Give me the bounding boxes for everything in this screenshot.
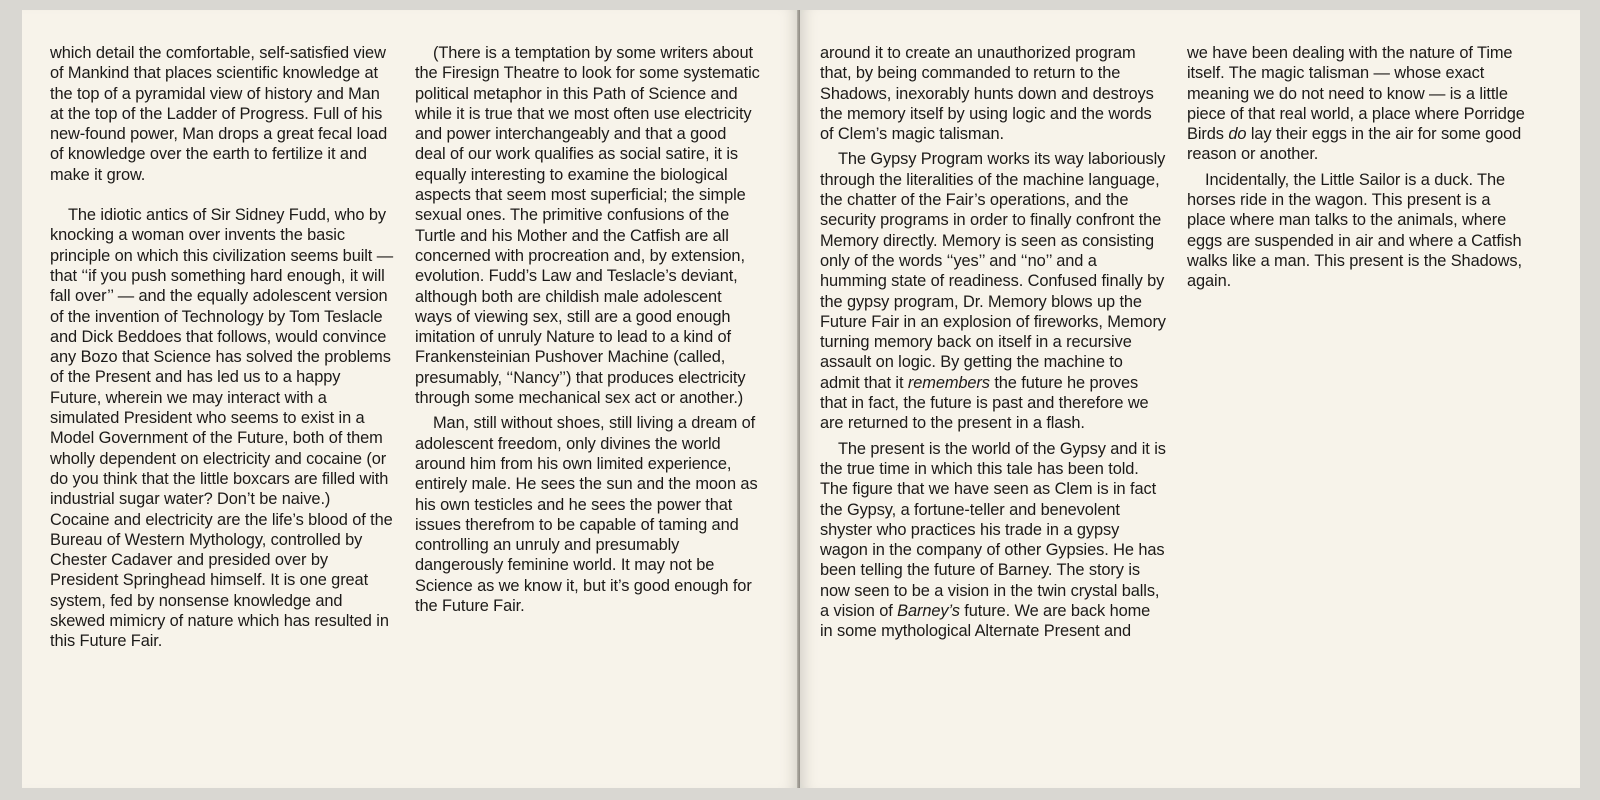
right-page-column-1 [820,43,1166,647]
paragraph [820,439,1166,642]
text-run: we have been dealing with the nature of Time itself. The magic talisman — whose exact meaning we do not need to know — is a little piece of that real world, a place where Porridge Birds [1187,44,1525,144]
left-page-column-1 [50,43,394,657]
paragraph [1187,43,1533,165]
text-run: future. We are back home in some mythological Alternate Present and [820,602,1151,641]
text-run: the future he proves that in fact, the future is past and therefore we are returned to the present in a flash. [820,373,1149,433]
italic-text: remembers [907,373,990,392]
paragraph: which detail the comfortable, self-satisfied view of Mankind that places scientific knowledge at the top of a pyramidal view of history and Man at the top of the Ladder of Progress. Full of his new-found power, Man drops a great fecal load of knowledge over the earth to fertilize it and make it grow. [50,44,388,184]
paragraph: Man, still without shoes, still living a dream of adolescent freedom, only divines the world around him from his own limited experience, entirely male. He sees the sun and the moon as his own testicles and he sees the power that issues therefrom to be capable of taming and controlling an unruly and presumably dangerously feminine world. It may not be Science as we know it, but it’s good enough for the Future Fair. [415,414,758,616]
paragraph: The idiotic antics of Sir Sidney Fudd, who by knocking a woman over invents the basic principle on which this civilization seems built — that ‘‘if you push something hard enough, it will fall over’’ — and the equally adolescent version of the invention of Technology by Tom Teslacle and Dick Beddoes that follows, would convince any Bozo that Science has solved the problems of the Present and has led us to a happy Future, wherein we may interact with a simulated President who seems to exist in a Model Government of the Future, both of them wholly dependent on electricity and cocaine (or do you think that the little boxcars are filled with industrial sugar water? Don’t be naive.) Cocaine and electricity are the life’s blood of the Bureau of Western Mythology, controlled by Chester Cadaver and presided over by President Springhead himself. It is one great system, fed by nonsense knowledge and skewed mimicry of nature which has resulted in this Future Fair. [50,206,393,651]
text-run: The present is the world of the Gypsy and it is the true time in which this tale has been told. The figure that we have seen as Clem is in fact the Gypsy, a fortune-teller and benevolent shyster who practices his trade in a gypsy wagon in the company of other Gypsies. He has been telling the future of Barney. The story is now seen to be a vision in the twin crystal balls, a vision of [820,439,1166,621]
left-page-column-2 [415,43,761,621]
right-page [800,10,1580,788]
paragraph [820,149,1166,433]
italic-text: do [1228,125,1247,144]
paragraph: Incidentally, the Little Sailor is a duck. The horses ride in the wagon. This present is a place where man talks to the animals, where eggs are suspended in air and where a Catfish walks like a man. This present is the Shadows, again. [1187,170,1522,291]
left-page [22,10,798,788]
text-run: The Gypsy Program works its way laboriously through the literalities of the machine language, the chatter of the Fair’s operations, and the security programs in order to finally confront the Memory directly. Memory is seen as consisting only of the words ‘‘yes’’ and ‘‘no’’ and a humming state of readiness. Confused finally by the gypsy program, Dr. Memory blows up the Future Fair in an explosion of fireworks, Memory turning memory back on itself in a recursive assault on logic. By getting the machine to admit that it [820,150,1166,392]
text-run: lay their eggs in the air for some good reason or another. [1187,125,1522,164]
right-page-column-2 [1187,43,1533,297]
paragraph: around it to create an unauthorized program that, by being commanded to return to the Shadows, inexorably hunts down and destroys the memory itself by using logic and the words of Clem’s magic talisman. [820,44,1154,144]
italic-text: Barney’s [897,602,960,621]
paragraph: (There is a temptation by some writers about the Firesign Theatre to look for some systematic political metaphor in this Path of Science and while it is true that we most often use electricity and power interchangeably and that a good deal of our work qualifies as social satire, it is equally interesting to examine the biological aspects that seem most superficial; the simple sexual ones. The primitive confusions of the Turtle and his Mother and the Catfish are all concerned with procreation and, by extension, evolution. Fudd’s Law and Teslacle’s deviant, although both are childish male adolescent ways of viewing sex, still are a good enough imitation of unruly Nature to lead to a kind of Frankensteinian Pushover Machine (called, presumably, ‘‘Nancy’’) that produces electricity through some mechanical sex act or another.) [415,44,760,408]
